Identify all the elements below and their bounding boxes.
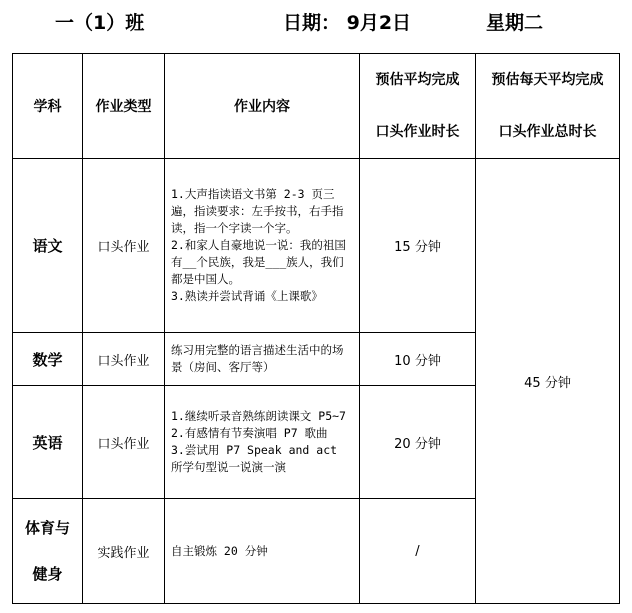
daily-total-cell: 45 分钟 — [476, 159, 620, 604]
subject-pe — [13, 499, 83, 604]
content-line: 练习用完整的语言描述生活中的场景（房间、客厅等） — [171, 343, 344, 374]
content-line: 3.熟读并尝试背诵《上课歌》 — [171, 289, 323, 303]
page-header — [0, 8, 632, 38]
header-type: 作业类型 — [83, 54, 165, 159]
content-line: 自主锻炼 20 分钟 — [171, 543, 268, 558]
subject-chinese: 语文 — [13, 159, 83, 333]
subject-math: 数学 — [13, 333, 83, 386]
content-line: 3.尝试用 P7 Speak and act 所学句型说一说演一演 — [171, 443, 338, 474]
header-avg-time-line2: 口头作业时长 — [375, 124, 460, 140]
table-header-row — [13, 54, 620, 159]
time-cell: 10 分钟 — [360, 333, 476, 386]
content-cell — [165, 333, 360, 386]
table-row — [13, 159, 620, 333]
header-daily-total-line1: 预估每天平均完成 — [491, 72, 604, 88]
content-line: 2.有感情有节奏演唱 P7 歌曲 — [171, 426, 328, 440]
date-label: 日期： 9月2日 — [283, 12, 412, 34]
content-cell — [165, 159, 360, 333]
header-daily-total-line2: 口头作业总时长 — [498, 124, 597, 140]
header-subject: 学科 — [13, 54, 83, 159]
type-cell: 口头作业 — [83, 333, 165, 386]
class-name: 一（1）班 — [55, 12, 145, 34]
subject-english: 英语 — [13, 386, 83, 499]
type-cell: 口头作业 — [83, 159, 165, 333]
content-line: 1.继续听录音熟练朗读课文 P5~7 — [171, 409, 346, 423]
type-cell: 口头作业 — [83, 386, 165, 499]
content-line: 2.和家人自豪地说一说：我的祖国有__个民族，我是___族人，我们都是中国人。 — [171, 238, 346, 286]
content-cell — [165, 499, 360, 604]
time-cell: / — [360, 499, 476, 604]
header-content: 作业内容 — [165, 54, 360, 159]
subject-pe-line1: 体育与 — [24, 519, 70, 537]
header-avg-time — [360, 54, 476, 159]
header-daily-total — [476, 54, 620, 159]
content-cell — [165, 386, 360, 499]
weekday-label: 星期二 — [486, 12, 544, 34]
time-cell: 20 分钟 — [360, 386, 476, 499]
content-line: 1.大声指读语文书第 2-3 页三遍，指读要求：左手按书，右手指读，指一个字读一个字。 — [171, 187, 344, 235]
subject-pe-line2: 健身 — [32, 565, 63, 583]
header-avg-time-line1: 预估平均完成 — [375, 72, 460, 88]
time-cell: 15 分钟 — [360, 159, 476, 333]
type-cell: 实践作业 — [83, 499, 165, 604]
homework-table — [12, 53, 620, 604]
